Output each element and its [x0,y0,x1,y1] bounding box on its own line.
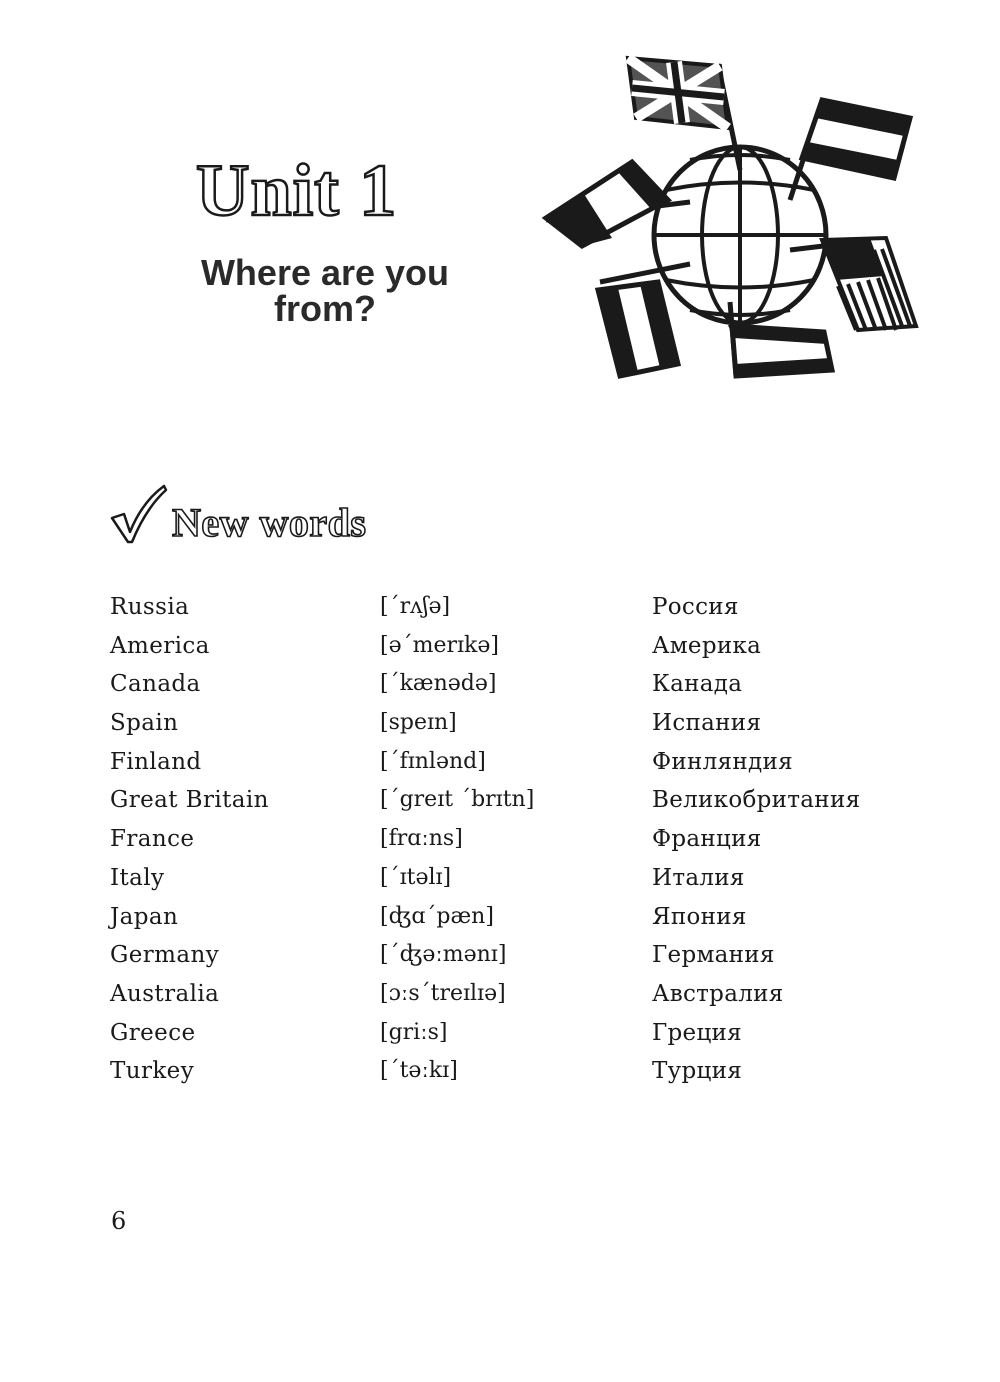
transcription: [ˊrʌʃə] [380,594,451,619]
transcription: [ˊkænədə] [380,671,497,697]
transcription: [speɪn] [380,710,457,736]
english-word: Great Britain [110,787,269,814]
russian-translation: Франция [652,826,762,853]
russian-translation: Турция [652,1058,743,1085]
russian-translation: Финляндия [652,748,793,775]
transcription: [ˊgreɪt ˊbrɪtn] [380,787,535,813]
page-number: 6 [111,1207,127,1235]
transcription: [ˊtəːkɪ] [380,1058,458,1084]
word-row [110,975,910,1014]
word-row [110,743,910,782]
russian-translation: Канада [652,671,743,698]
checkmark-icon [108,484,168,546]
word-row [110,781,910,820]
word-row [110,936,910,975]
english-word: America [110,632,210,659]
transcription: [ˊfɪnlənd] [380,748,486,774]
transcription: [ˊʤəːmənɪ] [380,942,507,968]
english-word: Canada [110,671,201,698]
word-row [110,1052,910,1091]
english-word: France [110,826,195,853]
russian-translation: Япония [652,903,747,930]
word-row [110,820,910,859]
russian-translation: Россия [652,594,739,620]
word-row [110,627,910,666]
russian-translation: Германия [652,942,775,969]
transcription: [frɑːns] [380,826,463,852]
english-word: Spain [110,710,179,737]
word-row [110,1014,910,1053]
english-word: Russia [110,594,190,620]
russian-translation: Великобритания [652,787,861,814]
transcription: [ʤɑˊpæn] [380,903,494,929]
unit-title: Unit 1 [196,150,398,232]
english-word: Australia [110,980,220,1007]
transcription: [griːs] [380,1019,448,1045]
english-word: Japan [110,903,179,930]
word-row [110,704,910,743]
russian-translation: Америка [652,632,762,659]
word-list [110,588,910,1091]
transcription: [ˊɪtəlɪ] [380,864,452,890]
unit-subtitle: Where are you from? [200,252,450,329]
russian-translation: Италия [652,864,745,891]
word-row [110,859,910,898]
english-word: Finland [110,748,202,775]
english-word: Italy [110,864,165,891]
section-heading: New words [172,500,367,545]
english-word: Turkey [110,1058,195,1085]
transcription: [ɔːsˊtreɪlɪə] [380,980,506,1006]
russian-translation: Австралия [652,980,784,1007]
word-row [110,588,910,627]
word-row [110,665,910,704]
globe-with-flags-icon [540,50,930,390]
russian-translation: Испания [652,710,762,737]
russian-translation: Греция [652,1019,742,1046]
word-row [110,898,910,937]
english-word: Greece [110,1019,196,1046]
english-word: Germany [110,942,220,969]
transcription: [əˊmerɪkə] [380,632,499,658]
